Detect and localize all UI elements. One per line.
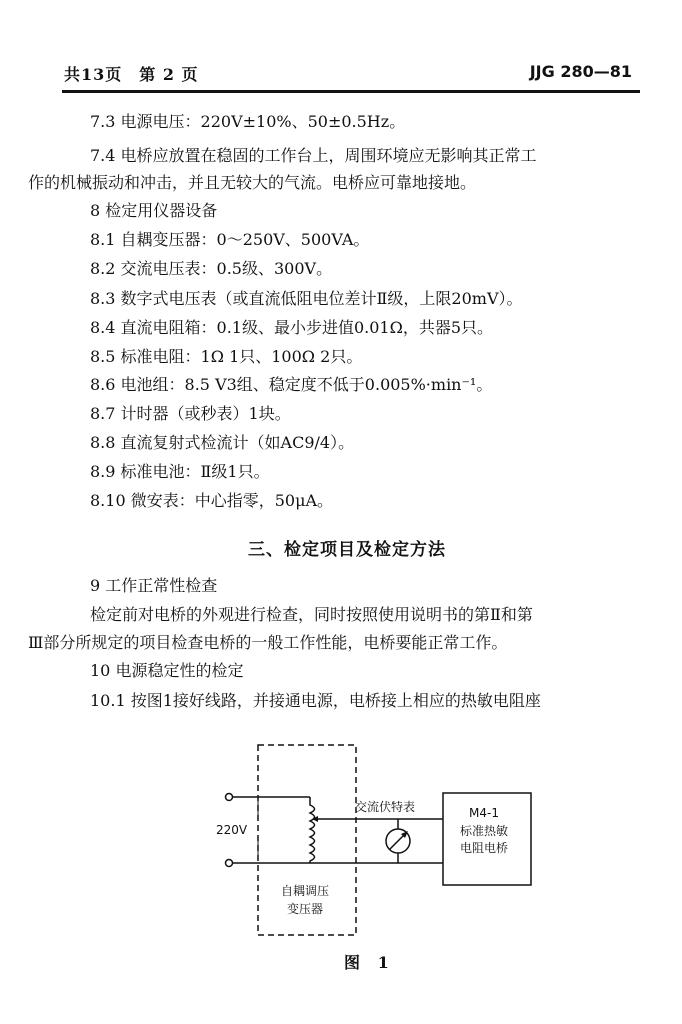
bridge-model: M4-1 <box>469 806 499 820</box>
bridge-name-2: 电阻电桥 <box>460 841 509 855</box>
heading-10: 10 电源稳定性的检定 <box>90 661 244 680</box>
page-header <box>64 56 640 92</box>
heading-8: 8 检定用仪器设备 <box>90 201 218 220</box>
paragraph-9: 检定前对电桥的外观进行检查，同时按照使用说明书的第Ⅱ和第 <box>90 605 533 624</box>
item-8-3: 8.3 数字式电压表（或直流低阻电位差计Ⅱ级，上限20mV）。 <box>90 289 523 308</box>
circuit-diagram <box>215 735 545 945</box>
item-8-4: 8.4 直流电阻箱：0.1级、最小步进值0.01Ω，共器5只。 <box>90 318 494 337</box>
input-terminal-top <box>226 794 233 801</box>
paragraph-10-1: 10.1 按图1接好线路，并接通电源，电桥接上相应的热敏电阻座 <box>90 691 541 710</box>
transformer-label-2: 变压器 <box>287 902 324 916</box>
item-8-2: 8.2 交流电压表：0.5级、300V。 <box>90 259 333 278</box>
item-8-7: 8.7 计时器（或秒表）1块。 <box>90 404 291 423</box>
standard-number: JJG 280—81 <box>529 62 632 81</box>
paragraph-7-4-cont: 作的机械振动和冲击，并且无较大的气流。电桥应可靠地接地。 <box>28 173 477 192</box>
transformer-coil <box>310 797 315 863</box>
paragraph-7-3: 7.3 电源电压：220V±10%、50±0.5Hz。 <box>90 112 406 131</box>
item-8-5: 8.5 标准电阻：1Ω 1只、100Ω 2只。 <box>90 347 363 366</box>
section-title: 三、检定项目及检定方法 <box>248 540 446 560</box>
item-8-8: 8.8 直流复射式检流计（如AC9/4）。 <box>90 433 355 452</box>
input-terminal-bottom <box>226 860 233 867</box>
page-count: 共13页 第 2 页 <box>64 65 199 84</box>
item-8-1: 8.1 自耦变压器：0～250V、500VA。 <box>90 230 370 249</box>
paragraph-9-cont: Ⅲ部分所规定的项目检查电桥的一般工作性能，电桥要能正常工作。 <box>28 633 508 652</box>
voltage-label: 220V <box>216 823 248 837</box>
item-8-9: 8.9 标准电池：Ⅱ级1只。 <box>90 462 270 481</box>
paragraph-7-4: 7.4 电桥应放置在稳固的工作台上，周围环境应无影响其正常工 <box>90 146 537 165</box>
voltmeter-label: 交流伏特表 <box>355 800 416 814</box>
heading-9: 9 工作正常性检查 <box>90 576 218 595</box>
bridge-name-1: 标准热敏 <box>460 824 509 838</box>
figure-caption: 图 1 <box>344 953 395 972</box>
header-rule <box>62 90 640 93</box>
transformer-label-1: 自耦调压 <box>281 884 330 898</box>
item-8-10: 8.10 微安表：中心指零，50μA。 <box>90 491 334 510</box>
item-8-6: 8.6 电池组：8.5 V3组、稳定度不低于0.005%·min⁻¹。 <box>90 375 493 394</box>
